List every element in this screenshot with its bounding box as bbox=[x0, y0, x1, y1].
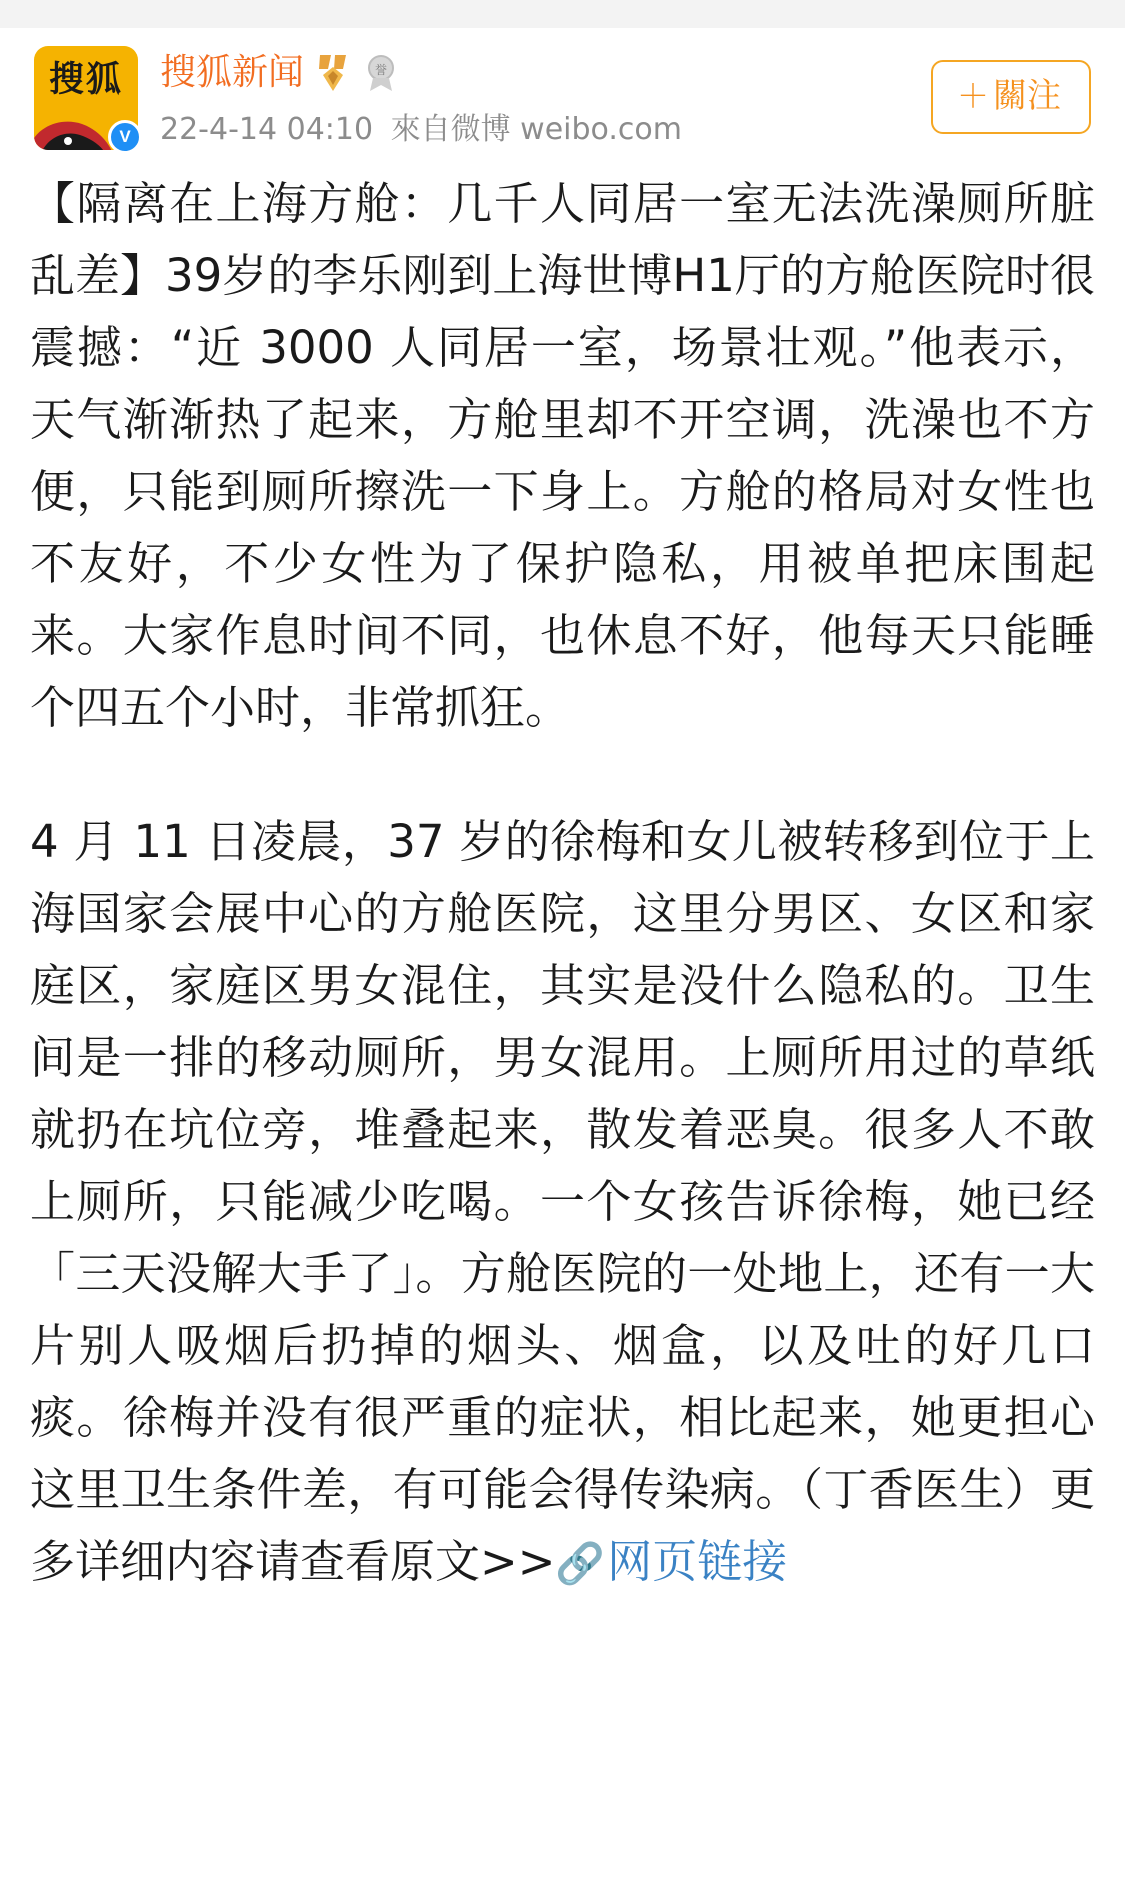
chain-link-icon: 🔗 bbox=[555, 1541, 606, 1587]
status-bar-strip bbox=[0, 0, 1125, 28]
account-name[interactable]: 搜狐新闻 bbox=[160, 52, 305, 93]
web-link[interactable] bbox=[555, 1535, 787, 1588]
svg-text:誉: 誉 bbox=[375, 63, 388, 77]
post-paragraph-2-text: 4 月 11 日凌晨，37 岁的徐梅和女儿被转移到位于上海国家会展中心的方舱医院，这里分男区、女区和家庭区，家庭区男女混住，其实是没什么隐私的。卫生间是一排的移动厕所，男女混用。上厕所用过的草纸就扔在坑位旁，堆叠起来，散发着恶臭。很多人不敢上厕所，只能减少吃喝。一个女孩告诉徐梅，她已经「三天没解大手了」。方舱医院的一处地上，还有一大片别人吸烟后扔掉的烟头、烟盒，以及吐的好几口痰。徐梅并没有很严重的症状，相比起来，她更担心这里卫生条件差，有可能会得传染病。（丁香医生）更多详细内容请查看原文>> bbox=[30, 815, 1095, 1588]
account-info bbox=[160, 46, 921, 150]
post-header bbox=[0, 28, 1125, 150]
post-content bbox=[0, 150, 1125, 1640]
follow-button-label: 關注 bbox=[993, 76, 1061, 116]
avatar[interactable] bbox=[34, 46, 138, 150]
web-link-label: 网页链接 bbox=[607, 1535, 788, 1588]
grey-award-icon[interactable] bbox=[362, 53, 400, 93]
follow-button[interactable] bbox=[931, 60, 1091, 134]
account-name-row bbox=[160, 50, 921, 96]
avatar-label: 搜狐 bbox=[48, 60, 123, 100]
plus-icon: ＋ bbox=[956, 77, 989, 115]
post-paragraph-1: 【隔离在上海方舱：几千人同居一室无法洗澡厕所脏乱差】39岁的李乐刚到上海世博H1厅的方舱医院时很震撼：“近 3000 人同居一室，场景壮观。”他表示，天气渐渐热了起来，方舱里却不开空调，洗澡也不方便，只能到厕所擦洗一下身上。方舱的格局对女性也不友好，不少女性为了保护隐私，用被单把床围起来。大家作息时间不同，也休息不好，他每天只能睡个四五个小时，非常抓狂。 bbox=[30, 177, 1095, 734]
post-meta bbox=[160, 110, 921, 150]
post-source-domain[interactable]: weibo.com bbox=[520, 112, 682, 147]
medal-badge-icon[interactable] bbox=[314, 53, 352, 93]
post-source: 來自微博 bbox=[390, 112, 511, 147]
post-timestamp: 22-4-14 04:10 bbox=[160, 112, 374, 147]
verified-check-icon: V bbox=[108, 120, 142, 154]
post-paragraph-2 bbox=[30, 806, 1095, 1600]
